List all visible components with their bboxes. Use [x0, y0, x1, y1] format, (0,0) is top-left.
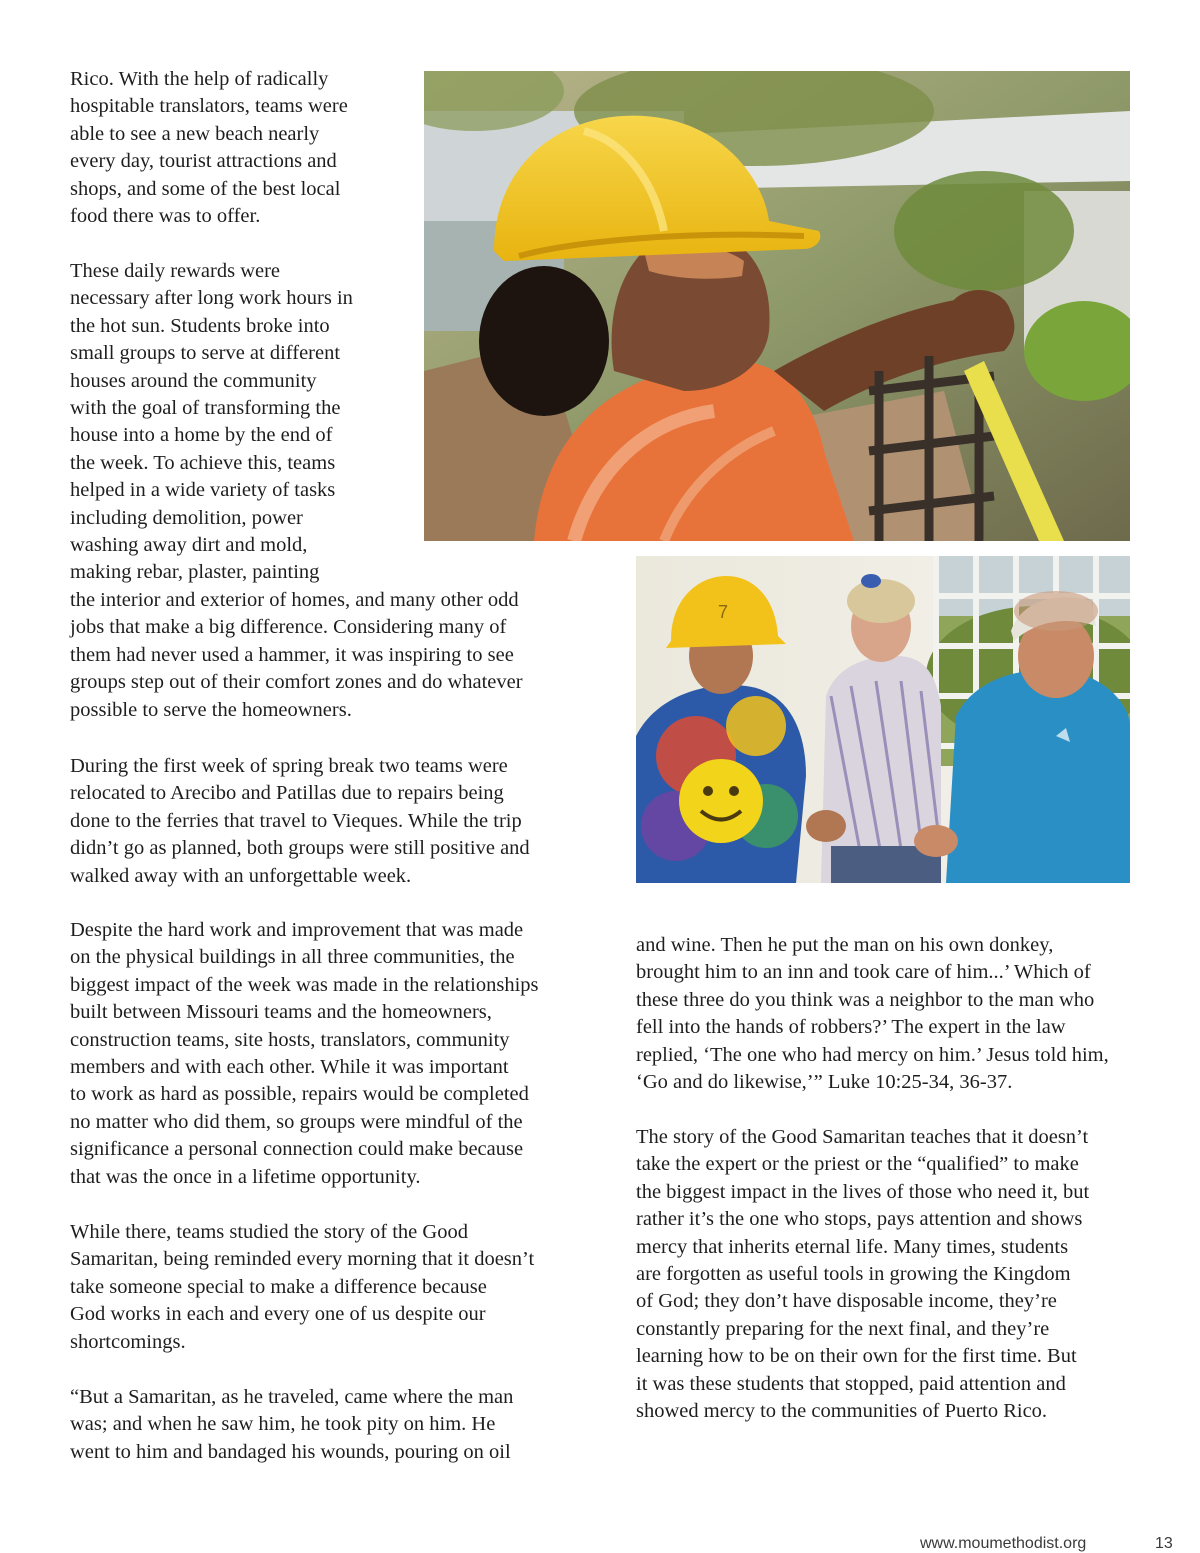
text-line: These daily rewards were [70, 260, 281, 282]
text-line: construction teams, site hosts, translators, community [70, 1028, 510, 1051]
text-line: groups step out of their comfort zones and do whatever [70, 671, 523, 694]
text-line: the biggest impact in the lives of those who need it, but [636, 1180, 1090, 1203]
text-line: are forgotten as useful tools in growing the Kingdom [636, 1263, 1071, 1286]
text-line: showed mercy to the communities of Puerto Rico. [636, 1400, 1048, 1423]
text-line: Despite the hard work and improvement that was made [70, 919, 524, 941]
photo-praying-women [636, 556, 1130, 883]
text-line: it was these students that stopped, paid attention and [636, 1372, 1066, 1395]
text-line: necessary after long work hours in [70, 287, 353, 310]
text-line: including demolition, power [70, 506, 303, 529]
left-para-3 [70, 753, 530, 890]
left-para-6 [70, 1384, 513, 1466]
text-line: with the goal of transforming the [70, 397, 341, 420]
text-line: possible to serve the homeowners. [70, 698, 352, 721]
text-line: take someone special to make a difference because [70, 1275, 487, 1298]
text-line: brought him to an inn and took care of him...’ Which of [636, 961, 1091, 984]
text-line: them had never used a hammer, it was inspiring to see [70, 643, 514, 666]
text-line: take the expert or the priest or the “qualified” to make [636, 1153, 1079, 1176]
text-line: able to see a new beach nearly [70, 122, 320, 145]
text-line: on the physical buildings in all three communities, the [70, 946, 515, 969]
text-line: While there, teams studied the story of the Good [70, 1221, 468, 1243]
footer-website: www.moumethodist.org [920, 1535, 1087, 1552]
text-line: walked away with an unforgettable week. [70, 864, 412, 887]
text-line: was; and when he saw him, he took pity on him. He [70, 1413, 496, 1436]
text-line: rather it’s the one who stops, pays attention and shows [636, 1208, 1083, 1231]
text-line: and wine. Then he put the man on his own donkey, [636, 934, 1054, 956]
text-line: that was the once in a lifetime opportunity. [70, 1165, 421, 1188]
text-line: members and with each other. While it was important [70, 1056, 509, 1079]
text-line: constantly preparing for the next final, and they’re [636, 1317, 1050, 1340]
text-line: small groups to serve at different [70, 342, 341, 365]
page-number: 13 [1155, 1535, 1173, 1552]
text-line: went to him and bandaged his wounds, pouring on oil [70, 1440, 511, 1463]
text-line: biggest impact of the week was made in the relationships [70, 973, 539, 996]
text-line: learning how to be on their own for the first time. But [636, 1345, 1077, 1368]
text-line: making rebar, plaster, painting [70, 561, 320, 584]
text-line: fell into the hands of robbers?’ The expert in the law [636, 1016, 1066, 1039]
text-line: During the first week of spring break two teams were [70, 755, 508, 777]
text-line: replied, ‘The one who had mercy on him.’ Jesus told him, [636, 1043, 1109, 1066]
helmet-number: 7 [718, 602, 729, 622]
text-line: the hot sun. Students broke into [70, 314, 330, 337]
text-line: of God; they don’t have disposable income, they’re [636, 1290, 1057, 1313]
right-para-1 [636, 932, 1109, 1096]
left-para-5 [70, 1219, 534, 1356]
text-line: God works in each and every one of us despite our [70, 1303, 486, 1326]
left-para-1 [70, 66, 348, 230]
text-line: Samaritan, being reminded every morning that it doesn’t [70, 1248, 535, 1271]
text-line: Rico. With the help of radically [70, 68, 329, 90]
right-para-2 [636, 1124, 1089, 1425]
text-line: houses around the community [70, 369, 317, 392]
text-line: no matter who did them, so groups were mindful of the [70, 1110, 523, 1133]
text-line: shops, and some of the best local [70, 177, 341, 200]
text-line: “But a Samaritan, as he traveled, came where the man [70, 1386, 514, 1408]
text-line: shortcomings. [70, 1330, 186, 1353]
text-line: the interior and exterior of homes, and many other odd [70, 588, 519, 611]
text-line: food there was to offer. [70, 205, 261, 228]
text-line: house into a home by the end of [70, 424, 333, 447]
text-line: hospitable translators, teams were [70, 95, 348, 118]
text-line: didn’t go as planned, both groups were still positive and [70, 837, 530, 860]
text-line: helped in a wide variety of tasks [70, 479, 336, 502]
text-line: mercy that inherits eternal life. Many times, students [636, 1235, 1069, 1258]
text-line: every day, tourist attractions and [70, 150, 337, 173]
left-para-4 [70, 917, 539, 1191]
text-line: The story of the Good Samaritan teaches that it doesn’t [636, 1126, 1089, 1148]
text-line: relocated to Arecibo and Patillas due to repairs being [70, 782, 504, 805]
text-line: washing away dirt and mold, [70, 534, 308, 557]
text-line: jobs that make a big difference. Considering many of [70, 616, 507, 639]
text-line: done to the ferries that travel to Vieques. While the trip [70, 809, 522, 832]
photo-hardhat-worker [424, 71, 1130, 541]
text-line: to work as hard as possible, repairs would be completed [70, 1083, 529, 1106]
text-line: the week. To achieve this, teams [70, 451, 336, 474]
text-line: built between Missouri teams and the homeowners, [70, 1001, 492, 1024]
text-line: ‘Go and do likewise,’” Luke 10:25-34, 36-37. [636, 1071, 1013, 1094]
text-line: these three do you think was a neighbor to the man who [636, 988, 1095, 1011]
text-line: significance a personal connection could make because [70, 1138, 524, 1161]
